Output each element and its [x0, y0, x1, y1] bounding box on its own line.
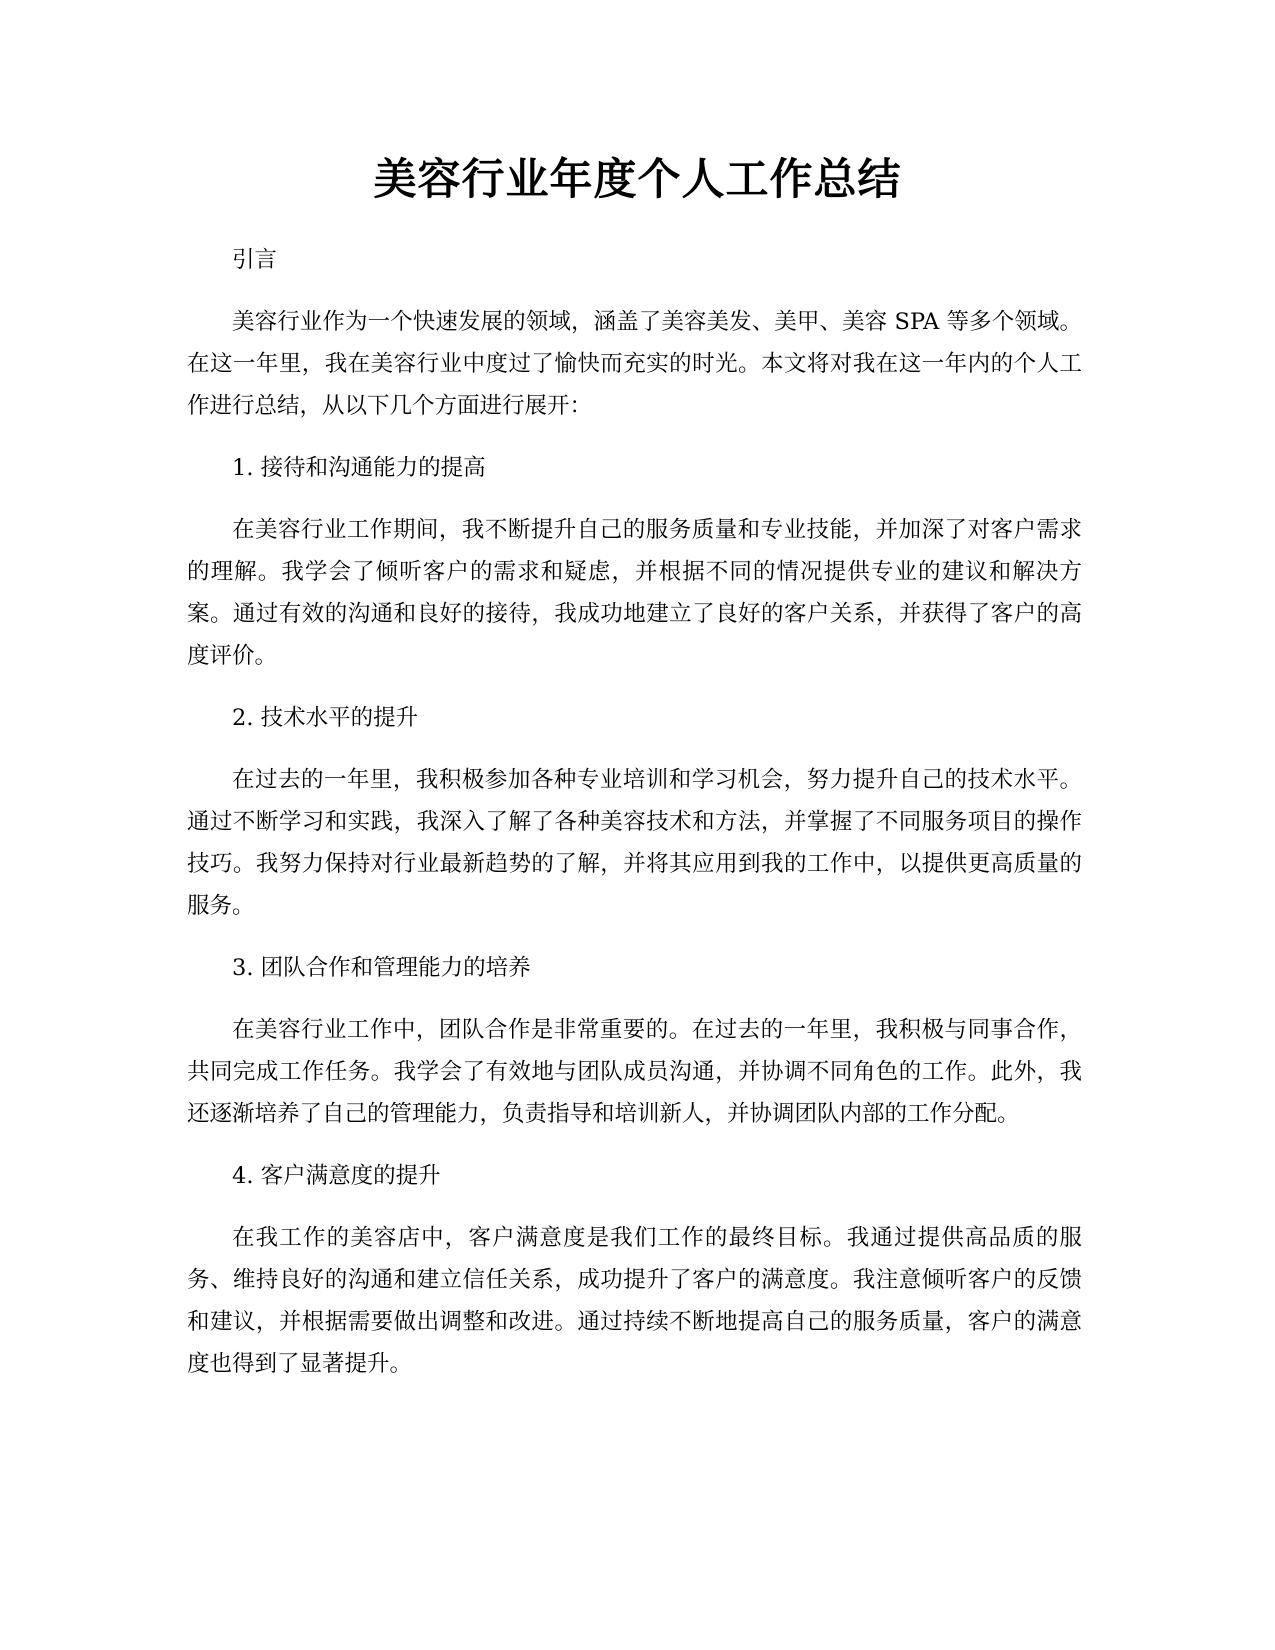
section-heading-2: 2. 技术水平的提升 — [232, 705, 419, 731]
paragraph-3: 在美容行业工作中，团队合作是非常重要的。在过去的一年里，我积极与同事合作，共同完成工作任务。我学会了有效地与团队成员沟通，并协调不同角色的工作。此外，我还逐渐培养了自己的管理能力，负责指导和培训新人，并协调团队内部的工作分配。 — [187, 1017, 1082, 1127]
section-heading-1: 1. 接待和沟通能力的提高 — [232, 455, 486, 481]
section-heading-3: 3. 团队合作和管理能力的培养 — [232, 955, 531, 981]
paragraph-4: 在我工作的美容店中，客户满意度是我们工作的最终目标。我通过提供高品质的服务、维持良好的沟通和建立信任关系，成功提升了客户的满意度。我注意倾听客户的反馈和建议，并根据需要做出调整和改进。通过持续不断地提高自己的服务质量，客户的满意度也得到了显著提升。 — [187, 1225, 1082, 1377]
paragraph-1: 在美容行业工作期间，我不断提升自己的服务质量和专业技能，并加深了对客户需求的理解。我学会了倾听客户的需求和疑虑，并根据不同的情况提供专业的建议和解决方案。通过有效的沟通和良好的接待，我成功地建立了良好的客户关系，并获得了客户的高度评价。 — [187, 517, 1082, 669]
paragraph-intro: 美容行业作为一个快速发展的领域，涵盖了美容美发、美甲、美容 SPA 等多个领域。在这一年里，我在美容行业中度过了愉快而充实的时光。本文将对我在这一年内的个人工作进行总结，从以下几个方面进行展开： — [187, 309, 1082, 419]
section-heading-intro: 引言 — [232, 247, 278, 273]
document-title: 美容行业年度个人工作总结 — [373, 155, 902, 205]
document-body — [187, 239, 1082, 1405]
paragraph-2: 在过去的一年里，我积极参加各种专业培训和学习机会，努力提升自己的技术水平。通过不断学习和实践，我深入了解了各种美容技术和方法，并掌握了不同服务项目的操作技巧。我努力保持对行业最新趋势的了解，并将其应用到我的工作中，以提供更高质量的服务。 — [187, 767, 1082, 919]
section-heading-4: 4. 客户满意度的提升 — [232, 1163, 441, 1189]
